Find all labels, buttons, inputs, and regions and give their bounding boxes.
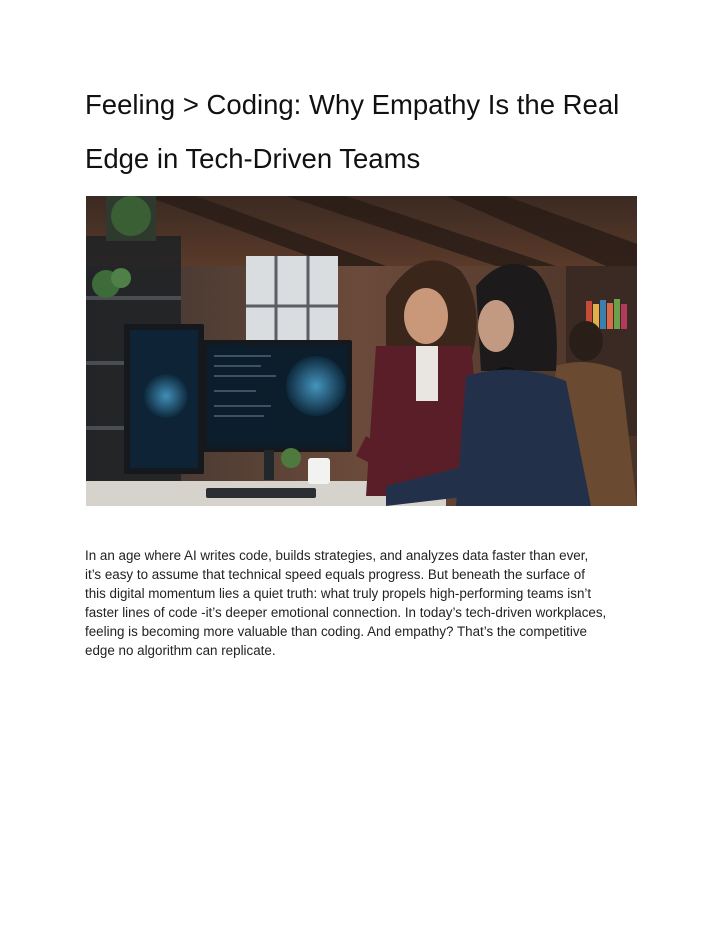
body-line-6: edge no algorithm can replicate.: [85, 643, 276, 658]
background-person-head: [569, 321, 603, 361]
body-line-1: In an age where AI writes code, builds strategies, and analyzes data faster than ever,: [85, 548, 589, 563]
article-body: [85, 546, 645, 660]
keyboard: [206, 488, 316, 498]
body-line-4: faster lines of code -it’s deeper emotional connection. In today’s tech-driven workplaces,: [85, 605, 607, 620]
left-monitor: [124, 324, 204, 474]
body-line-2: it’s easy to assume that technical speed equals progress. But beneath the surface of: [85, 567, 585, 582]
body-line-5: feeling is becoming more valuable than coding. And empathy? That’s the competitive: [85, 624, 587, 639]
title-line-1: Feeling > Coding: Why Empathy Is the Real: [85, 89, 620, 120]
hero-photo: [86, 196, 637, 506]
office-scene-illustration: [86, 196, 637, 506]
coffee-mug: [308, 458, 330, 484]
title-line-2: Edge in Tech-Driven Teams: [85, 143, 421, 174]
desk-plant: [281, 448, 301, 468]
article-title: [85, 78, 655, 186]
body-line-3: this digital momentum lies a quiet truth: what truly propels high-performing teams isn’t: [85, 586, 592, 601]
